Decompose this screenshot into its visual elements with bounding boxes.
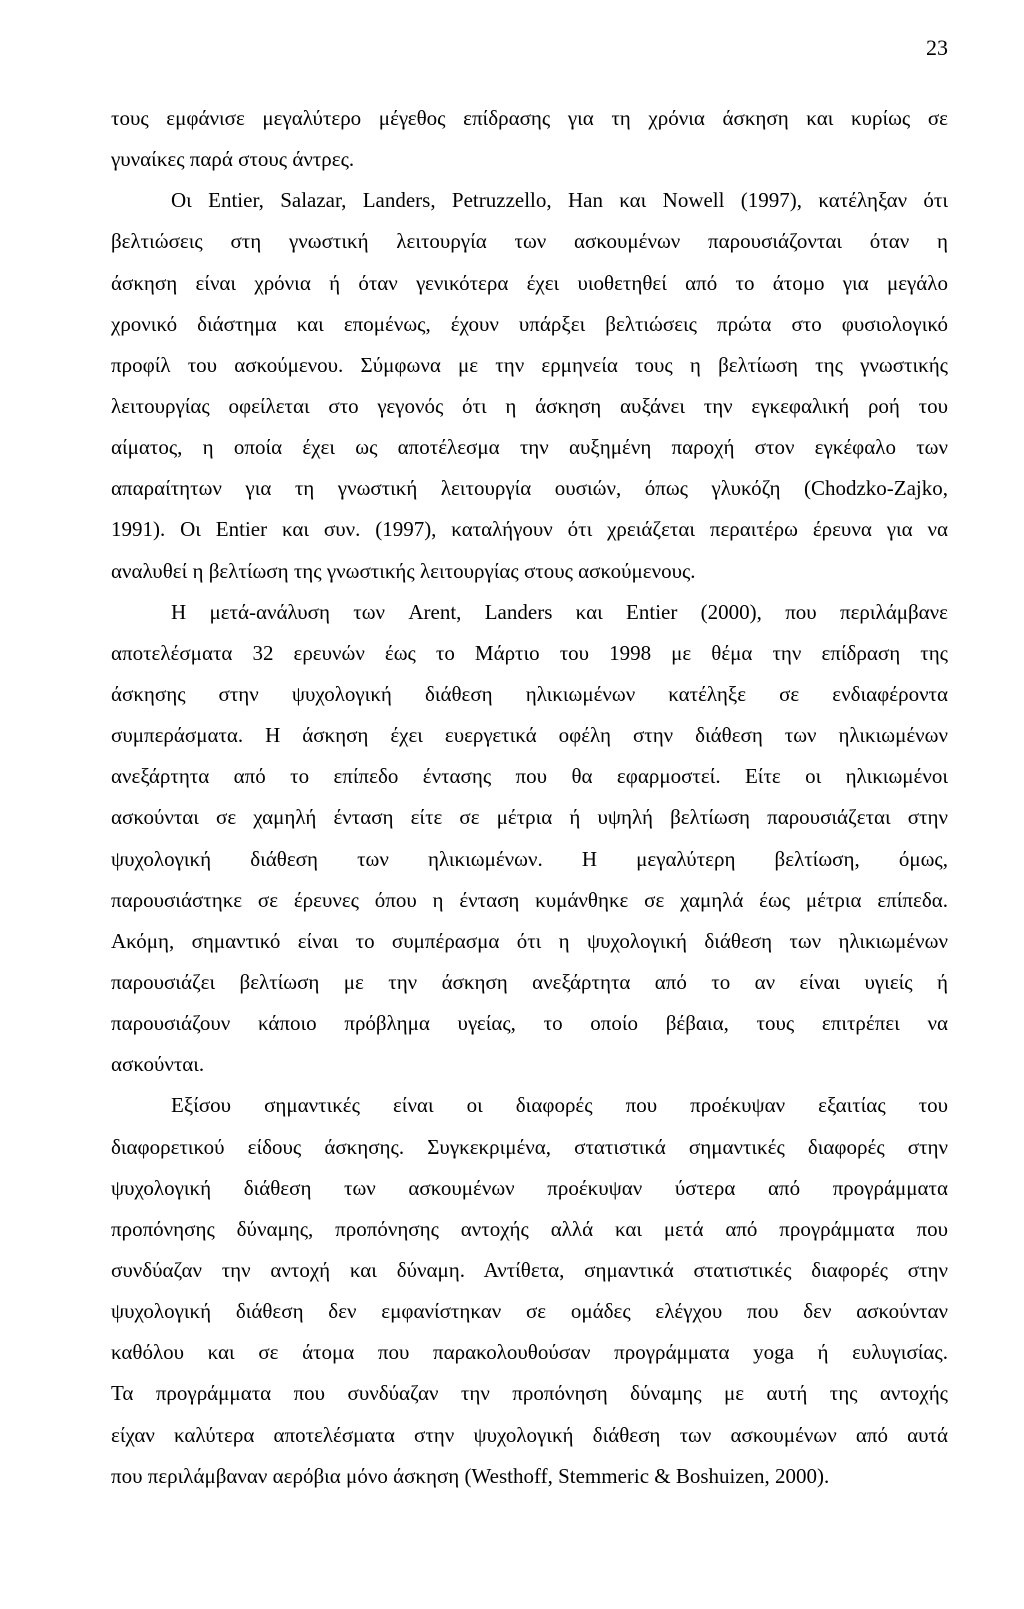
text-line: απαραίτητων για τη γνωστική λειτουργία ουσιών, όπως γλυκόζη (Chodzko-Zajko, [111,476,948,501]
text-line: αναλυθεί η βελτίωση της γνωστικής λειτουργίας στους ασκούμενους. [111,558,696,583]
text-line: παρουσιάστηκε σε έρευνες όπου η ένταση κυμάνθηκε σε χαμηλά έως μέτρια επίπεδα. [111,887,948,912]
text-line: Οι Entier, Salazar, Landers, Petruzzello, Han και Nowell (1997), κατέληξαν ότι [171,188,948,213]
text-line: χρονικό διάστημα και επομένως, έχουν υπάρξει βελτιώσεις πρώτα στο φυσιολογικό [111,311,948,336]
text-line: τους εμφάνισε μεγαλύτερο μέγεθος επίδρασης για τη χρόνια άσκηση και κυρίως σε [111,106,948,130]
text-line: Τα προγράμματα που συνδύαζαν την προπόνηση δύναμης με αυτή της αντοχής [111,1381,948,1406]
text-line: ψυχολογική διάθεση δεν εμφανίστηκαν σε ομάδες ελέγχου που δεν ασκούνταν [111,1299,948,1324]
text-line: λειτουργίας οφείλεται στο γεγονός ότι η άσκηση αυξάνει την εγκεφαλική ροή του [111,393,948,418]
text-line: διαφορετικού είδους άσκησης. Συγκεκριμένα, στατιστικά σημαντικές διαφορές στην [111,1134,948,1159]
text-line: ασκούνται σε χαμηλή ένταση είτε σε μέτρια ή υψηλή βελτίωση παρουσιάζεται στην [111,805,948,830]
text-line: παρουσιάζουν κάποιο πρόβλημα υγείας, το οποίο βέβαια, τους επιτρέπει να [111,1011,948,1036]
page-number: 23 [926,35,948,60]
body-text [111,102,948,1501]
text-line: συμπεράσματα. Η άσκηση έχει ευεργετικά οφέλη στην διάθεση των ηλικιωμένων [111,723,948,748]
text-line: άσκηση είναι χρόνια ή όταν γενικότερα έχει υιοθετηθεί από το άτομο για μεγάλο [111,270,948,295]
text-line: προφίλ του ασκούμενου. Σύμφωνα με την ερμηνεία τους η βελτίωση της γνωστικής [111,352,948,377]
text-line: είχαν καλύτερα αποτελέσματα στην ψυχολογική διάθεση των ασκουμένων από αυτά [111,1422,948,1447]
text-line: άσκησης στην ψυχολογική διάθεση ηλικιωμένων κατέληξε σε ενδιαφέροντα [111,681,948,706]
text-line: καθόλου και σε άτομα που παρακολουθούσαν προγράμματα yoga ή ευλυγισίας. [111,1340,948,1365]
text-line: ασκούνται. [111,1052,205,1077]
text-line: Ακόμη, σημαντικό είναι το συμπέρασμα ότι η ψυχολογική διάθεση των ηλικιωμένων [111,928,948,953]
text-line: αίματος, η οποία έχει ως αποτέλεσμα την αυξημένη παροχή στον εγκέφαλο των [111,435,948,460]
text-line: προπόνησης δύναμης, προπόνησης αντοχής αλλά και μετά από προγράμματα που [111,1216,948,1241]
text-line: Εξίσου σημαντικές είναι οι διαφορές που προέκυψαν εξαιτίας του [171,1093,948,1118]
text-line: Η μετά-ανάλυση των Arent, Landers και Entier (2000), που περιλάμβανε [171,599,948,624]
text-line: ψυχολογική διάθεση των ασκουμένων προέκυψαν ύστερα από προγράμματα [111,1175,948,1200]
text-line: παρουσιάζει βελτίωση με την άσκηση ανεξάρτητα από το αν είναι υγιείς ή [111,969,948,994]
text-line: ανεξάρτητα από το επίπεδο έντασης που θα εφαρμοστεί. Είτε οι ηλικιωμένοι [111,764,948,789]
text-line: συνδύαζαν την αντοχή και δύναμη. Αντίθετα, σημαντικά στατιστικές διαφορές στην [111,1257,948,1282]
text-line: γυναίκες παρά στους άντρες. [111,147,355,172]
text-line: αποτελέσματα 32 ερευνών έως το Μάρτιο του 1998 με θέμα την επίδραση της [111,640,948,665]
text-line: βελτιώσεις στη γνωστική λειτουργία των ασκουμένων παρουσιάζονται όταν η [111,229,948,254]
text-line: που περιλάμβαναν αερόβια μόνο άσκηση (Westhoff, Stemmeric & Boshuizen, 2000). [111,1463,830,1488]
text-line: ψυχολογική διάθεση των ηλικιωμένων. Η μεγαλύτερη βελτίωση, όμως, [111,846,948,871]
text-line: 1991). Οι Entier και συν. (1997), καταλήγουν ότι χρειάζεται περαιτέρω έρευνα για να [111,517,948,542]
